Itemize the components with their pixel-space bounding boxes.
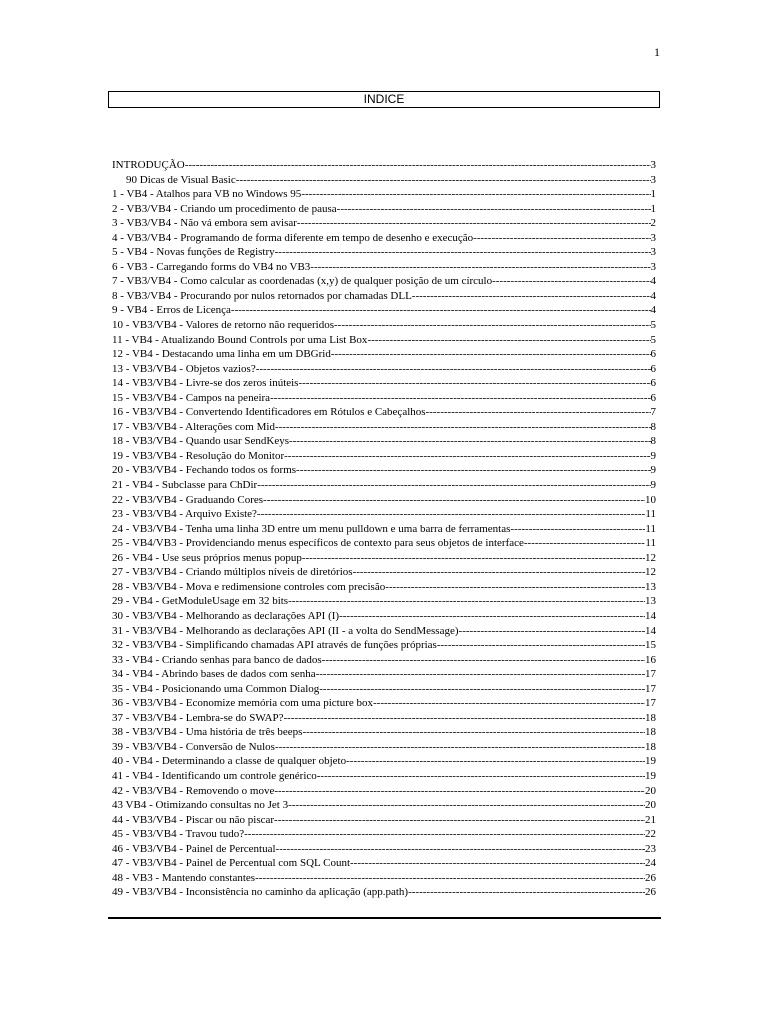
toc-entry[interactable]: [112, 624, 656, 639]
toc-entry[interactable]: [112, 493, 656, 508]
toc-entry[interactable]: [112, 231, 656, 246]
toc-dot-leader: [373, 696, 645, 711]
toc-entry-page: 19: [645, 769, 656, 782]
toc-entry-page: 5: [650, 333, 656, 346]
toc-entry[interactable]: [112, 594, 656, 609]
toc-entry-title: 31 - VB3/VB4 - Melhorando as declarações API (II - a volta do SendMessage): [112, 624, 459, 637]
toc-entry[interactable]: [112, 696, 656, 711]
toc-entry[interactable]: [112, 173, 656, 188]
toc-dot-leader: [385, 580, 645, 595]
toc-dot-leader: [288, 594, 645, 609]
toc-entry[interactable]: [112, 391, 656, 406]
toc-entry-page: 4: [650, 304, 656, 317]
toc-entry-page: 16: [645, 653, 656, 666]
toc-entry[interactable]: [112, 303, 656, 318]
toc-entry-title: 48 - VB3 - Mantendo constantes: [112, 871, 256, 884]
toc-entry-title: 2 - VB3/VB4 - Criando um procedimento de pausa: [112, 202, 337, 215]
toc-dot-leader: [337, 202, 651, 217]
toc-entry-title: 32 - VB3/VB4 - Simplificando chamadas API através de funções próprias: [112, 639, 437, 652]
toc-entry-page: 6: [650, 377, 656, 390]
toc-entry-page: 8: [650, 435, 656, 448]
toc-entry[interactable]: [112, 711, 656, 726]
toc-dot-leader: [437, 638, 645, 653]
toc-dot-leader: [510, 522, 645, 537]
toc-entry-title: 41 - VB4 - Identificando um controle genérico: [112, 769, 317, 782]
toc-entry-title: 40 - VB4 - Determinando a classe de qualquer objeto: [112, 755, 347, 768]
toc-entry-page: 24: [645, 857, 656, 870]
toc-entry-page: 12: [645, 566, 656, 579]
toc-dot-leader: [275, 420, 651, 435]
toc-entry[interactable]: [112, 769, 656, 784]
toc-entry-page: 9: [650, 449, 656, 462]
toc-entry-title: 17 - VB3/VB4 - Alterações com Mid: [112, 420, 275, 433]
toc-entry-page: 17: [645, 668, 656, 681]
toc-entry-title: 30 - VB3/VB4 - Melhorando as declarações API (I): [112, 609, 340, 622]
toc-entry-page: 14: [645, 609, 656, 622]
toc-dot-leader: [284, 449, 650, 464]
toc-entry-page: 19: [645, 755, 656, 768]
toc-entry-title: 26 - VB4 - Use seus próprios menus popup: [112, 551, 302, 564]
toc-entry-page: 18: [645, 711, 656, 724]
toc-entry-page: 22: [645, 828, 656, 841]
toc-entry-title: 34 - VB4 - Abrindo bases de dados com senha: [112, 668, 316, 681]
toc-entry-page: 3: [650, 246, 656, 259]
toc-dot-leader: [257, 507, 645, 522]
toc-entry-page: 1: [650, 202, 656, 215]
toc-dot-leader: [334, 318, 651, 333]
toc-dot-leader: [473, 231, 650, 246]
toc-entry[interactable]: [112, 813, 656, 828]
toc-entry-page: 15: [645, 639, 656, 652]
toc-entry-title: 15 - VB3/VB4 - Campos na peneira: [112, 391, 271, 404]
toc-entry[interactable]: [112, 842, 656, 857]
toc-entry[interactable]: [112, 565, 656, 580]
toc-entry[interactable]: [112, 653, 656, 668]
toc-entry[interactable]: [112, 638, 656, 653]
toc-entry[interactable]: [112, 507, 656, 522]
toc-entry-page: 13: [645, 595, 656, 608]
toc-entry[interactable]: [112, 405, 656, 420]
toc-entry[interactable]: [112, 754, 656, 769]
toc-entry-page: 20: [645, 784, 656, 797]
toc-dot-leader: [263, 493, 645, 508]
toc-entry-page: 9: [650, 464, 656, 477]
toc-entry[interactable]: [112, 449, 656, 464]
toc-dot-leader: [244, 827, 645, 842]
toc-entry[interactable]: [112, 420, 656, 435]
toc-entry-page: 13: [645, 580, 656, 593]
toc-entry-title: 4 - VB3/VB4 - Programando de forma diferente em tempo de desenho e execução: [112, 231, 474, 244]
index-title: INDICE: [108, 91, 660, 108]
toc-entry-title: 19 - VB3/VB4 - Resolução do Monitor: [112, 449, 285, 462]
toc-entry-title: 20 - VB3/VB4 - Fechando todos os forms: [112, 464, 297, 477]
toc-entry[interactable]: [112, 245, 656, 260]
toc-dot-leader: [236, 173, 651, 188]
toc-entry-page: 7: [650, 406, 656, 419]
toc-entry[interactable]: [112, 318, 656, 333]
toc-entry-title: 21 - VB4 - Subclasse para ChDir: [112, 479, 258, 492]
toc-entry-title: 8 - VB3/VB4 - Procurando por nulos retornados por chamadas DLL: [112, 289, 412, 302]
toc-dot-leader: [316, 667, 645, 682]
toc-entry[interactable]: [112, 158, 656, 173]
toc-dot-leader: [346, 754, 645, 769]
toc-entry-title: 16 - VB3/VB4 - Convertendo Identificadores em Rótulos e Cabeçalhos: [112, 406, 426, 419]
toc-dot-leader: [350, 856, 645, 871]
toc-entry[interactable]: [112, 827, 656, 842]
toc-entry[interactable]: [112, 798, 656, 813]
toc-dot-leader: [274, 813, 645, 828]
toc-dot-leader: [275, 740, 645, 755]
toc-entry-page: 3: [650, 231, 656, 244]
toc-entry[interactable]: [112, 856, 656, 871]
toc-entry[interactable]: [112, 216, 656, 231]
toc-entry[interactable]: [112, 347, 656, 362]
toc-entry-title: 10 - VB3/VB4 - Valores de retorno não requeridos: [112, 319, 334, 332]
toc-dot-leader: [301, 187, 650, 202]
toc-entry[interactable]: [112, 784, 656, 799]
toc-entry[interactable]: [112, 289, 656, 304]
toc-entry-title: 39 - VB3/VB4 - Conversão de Nulos: [112, 740, 275, 753]
toc-entry-title: 44 - VB3/VB4 - Piscar ou não piscar: [112, 813, 275, 826]
toc-entry-page: 21: [645, 813, 656, 826]
toc-entry[interactable]: [112, 434, 656, 449]
toc-entry[interactable]: [112, 609, 656, 624]
toc-entry[interactable]: [112, 871, 656, 886]
toc-entry[interactable]: [112, 376, 656, 391]
toc-entry[interactable]: [112, 885, 656, 900]
toc-entry[interactable]: [112, 478, 656, 493]
toc-entry-page: 10: [645, 493, 656, 506]
toc-dot-leader: [270, 391, 650, 406]
toc-dot-leader: [288, 798, 645, 813]
toc-entry-title: 24 - VB3/VB4 - Tenha uma linha 3D entre um menu pulldown e uma barra de ferramentas: [112, 522, 511, 535]
toc-entry-page: 11: [645, 537, 656, 550]
toc-entry-page: 17: [645, 697, 656, 710]
toc-dot-leader: [310, 260, 650, 275]
toc-entry-title: 28 - VB3/VB4 - Mova e redimensione controles com precisão: [112, 580, 386, 593]
toc-entry-title: 33 - VB4 - Criando senhas para banco de dados: [112, 653, 322, 666]
toc-entry-page: 11: [645, 522, 656, 535]
toc-dot-leader: [426, 405, 651, 420]
toc-entry-title: 22 - VB3/VB4 - Graduando Cores: [112, 493, 264, 506]
toc-entry-title: 42 - VB3/VB4 - Removendo o move: [112, 784, 275, 797]
toc-entry[interactable]: [112, 187, 656, 202]
toc-entry-title: 36 - VB3/VB4 - Economize memória com uma picture box: [112, 697, 373, 710]
toc-entry[interactable]: [112, 580, 656, 595]
toc-entry-title: 90 Dicas de Visual Basic: [126, 173, 236, 186]
toc-entry-page: 18: [645, 726, 656, 739]
toc-entry-page: 6: [650, 391, 656, 404]
toc-dot-leader: [297, 216, 651, 231]
toc-entry-page: 14: [645, 624, 656, 637]
toc-entry-title: 29 - VB4 - GetModuleUsage em 32 bits: [112, 595, 289, 608]
toc-dot-leader: [412, 289, 651, 304]
toc-entry-page: 26: [645, 871, 656, 884]
toc-dot-leader: [408, 885, 645, 900]
toc-entry-title: 11 - VB4 - Atualizando Bound Controls por uma List Box: [112, 333, 368, 346]
toc-entry[interactable]: [112, 725, 656, 740]
toc-entry-title: 46 - VB3/VB4 - Painel de Percentual: [112, 842, 276, 855]
toc-entry-page: 11: [645, 508, 656, 521]
toc-dot-leader: [353, 565, 645, 580]
toc-dot-leader: [284, 711, 646, 726]
toc-entry-title: 23 - VB3/VB4 - Arquivo Existe?: [112, 508, 257, 521]
toc-dot-leader: [275, 245, 651, 260]
toc-entry-title: 7 - VB3/VB4 - Como calcular as coordenadas (x,y) de qualquer posição de um círculo: [112, 275, 493, 288]
toc-entry-title: 27 - VB3/VB4 - Criando múltiplos níveis de diretórios: [112, 566, 353, 579]
toc-entry-title: 38 - VB3/VB4 - Uma história de três beeps: [112, 726, 303, 739]
toc-entry[interactable]: [112, 551, 656, 566]
toc-entry-title: 1 - VB4 - Atalhos para VB no Windows 95: [112, 188, 302, 201]
toc-entry-page: 1: [650, 188, 656, 201]
toc-entry[interactable]: [112, 522, 656, 537]
toc-dot-leader: [296, 463, 650, 478]
toc-entry-title: 49 - VB3/VB4 - Inconsistência no caminho da aplicação (app.path): [112, 886, 409, 899]
toc-entry[interactable]: [112, 667, 656, 682]
toc-dot-leader: [276, 842, 645, 857]
toc-dot-leader: [459, 624, 645, 639]
toc-entry-page: 20: [645, 799, 656, 812]
toc-entry-title: 9 - VB4 - Erros de Licença: [112, 304, 231, 317]
toc-entry-title: 37 - VB3/VB4 - Lembra-se do SWAP?: [112, 711, 284, 724]
toc-entry-page: 23: [645, 842, 656, 855]
toc-dot-leader: [185, 158, 651, 173]
toc-dot-leader: [524, 536, 646, 551]
toc-dot-leader: [319, 682, 645, 697]
toc-entry-page: 2: [650, 217, 656, 230]
toc-entry-page: 4: [650, 275, 656, 288]
toc-dot-leader: [302, 551, 645, 566]
toc-entry-title: 14 - VB3/VB4 - Livre-se dos zeros inúteis: [112, 377, 299, 390]
toc-dot-leader: [231, 303, 651, 318]
toc-dot-leader: [298, 376, 650, 391]
page-number: 1: [654, 45, 660, 59]
toc-entry-title: 35 - VB4 - Posicionando uma Common Dialog: [112, 682, 320, 695]
toc-entry-title: 25 - VB4/VB3 - Providenciando menus específicos de contexto para seus objetos de interface: [112, 537, 524, 550]
toc-entry-title: 12 - VB4 - Destacando uma linha em um DBGrid: [112, 348, 331, 361]
toc-entry-title: 13 - VB3/VB4 - Objetos vazios?: [112, 362, 256, 375]
toc-dot-leader: [302, 725, 645, 740]
toc-entry[interactable]: [112, 536, 656, 551]
toc-entry[interactable]: [112, 362, 656, 377]
toc-entry-page: 4: [650, 289, 656, 302]
toc-dot-leader: [339, 609, 645, 624]
toc-dot-leader: [492, 274, 650, 289]
toc-entry-title: 18 - VB3/VB4 - Quando usar SendKeys: [112, 435, 290, 448]
toc-entry[interactable]: [112, 333, 656, 348]
toc-dot-leader: [274, 784, 645, 799]
toc-entry[interactable]: [112, 260, 656, 275]
toc-entry[interactable]: [112, 463, 656, 478]
toc-entry[interactable]: [112, 202, 656, 217]
table-of-contents: [112, 158, 656, 900]
toc-entry-title: 43 VB4 - Otimizando consultas no Jet 3: [112, 799, 289, 812]
toc-entry-page: 18: [645, 740, 656, 753]
toc-entry-page: 9: [650, 479, 656, 492]
toc-entry-page: 5: [650, 319, 656, 332]
toc-entry[interactable]: [112, 740, 656, 755]
toc-entry-title: 45 - VB3/VB4 - Travou tudo?: [112, 828, 245, 841]
toc-entry-page: 12: [645, 551, 656, 564]
toc-dot-leader: [317, 769, 645, 784]
toc-entry-page: 26: [645, 886, 656, 899]
toc-dot-leader: [256, 362, 651, 377]
toc-entry-title: 6 - VB3 - Carregando forms do VB4 no VB3: [112, 260, 311, 273]
toc-dot-leader: [331, 347, 651, 362]
toc-entry-page: 17: [645, 682, 656, 695]
toc-entry-title: INTRODUÇÃO: [112, 159, 185, 171]
toc-entry-page: 3: [650, 260, 656, 273]
toc-entry-page: 3: [650, 173, 656, 186]
toc-entry-title: 5 - VB4 - Novas funções de Registry: [112, 246, 275, 259]
toc-entry-page: 8: [650, 420, 656, 433]
toc-entry-title: 47 - VB3/VB4 - Painel de Percentual com SQL Count: [112, 857, 350, 870]
toc-dot-leader: [255, 871, 645, 886]
toc-entry-page: 6: [650, 348, 656, 361]
toc-dot-leader: [257, 478, 650, 493]
toc-entry-page: 6: [650, 362, 656, 375]
toc-entry[interactable]: [112, 274, 656, 289]
toc-dot-leader: [367, 333, 650, 348]
toc-dot-leader: [322, 653, 645, 668]
bottom-rule: [108, 917, 661, 919]
toc-dot-leader: [289, 434, 650, 449]
toc-entry-page: 3: [650, 159, 656, 171]
toc-entry[interactable]: [112, 682, 656, 697]
toc-entry-title: 3 - VB3/VB4 - Não vá embora sem avisar: [112, 217, 297, 230]
